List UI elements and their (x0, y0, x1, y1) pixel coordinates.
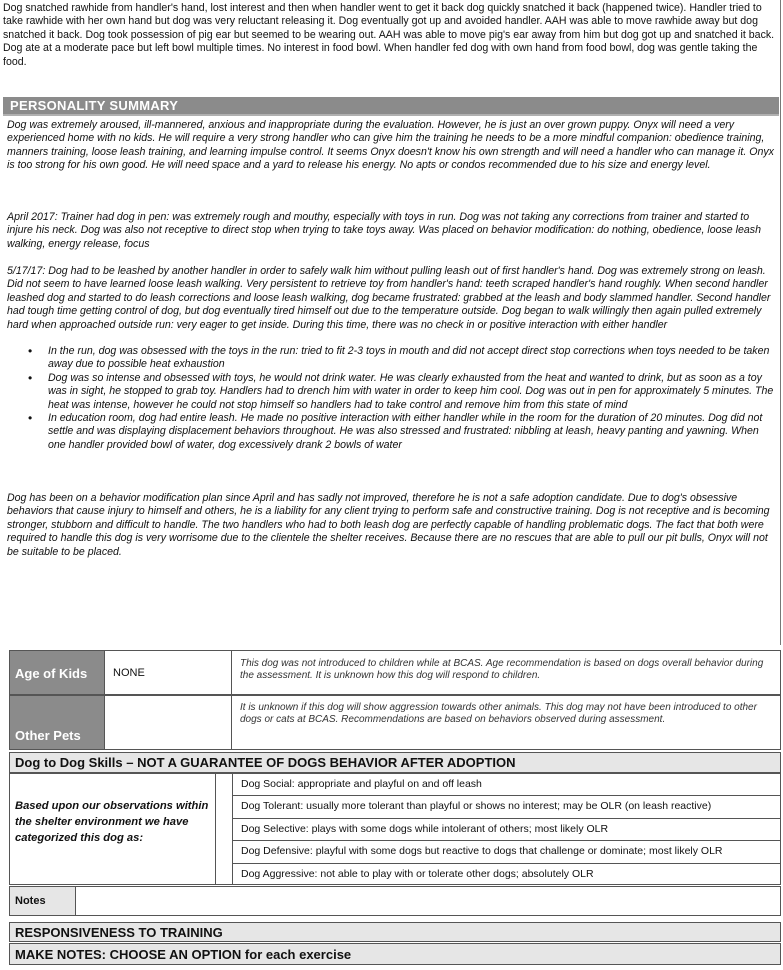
age-of-kids-label-cell (10, 651, 105, 694)
other-pets-value-cell (105, 696, 232, 749)
bullet-item: • In the run, dog was obsessed with the toys in the run: tried to fit 2-3 toys in mouth and did not accept direct stop corrections when toys needed to be taken away due to possible heat exhaustion (48, 345, 776, 372)
age-of-kids-value: NONE (113, 667, 145, 679)
skill-option-social[interactable]: Dog Social: appropriate and playful on and off leash (233, 774, 780, 796)
age-of-kids-row (9, 650, 781, 695)
summary-paragraph-3: 5/17/17: Dog had to be leashed by another handler in order to safely walk him without pulling leash out of first handler's hand. Dog was extremely strong on leash. Did not seem to have learned loose leash walking. Very persistent to retrieve toy from handler's hand: teeth scraped handler's hand roughly. When second handler leashed dog and started to do leash corrections and loose leash walking, dog became frustrated: grabbed at the leash and body slammed handler. Second handler had tough time getting control of dog, but dog eventually tired himself out due to the temperature outside. Dog began to walk willingly then again pulled extremely hard when approached outside run: very eager to get inside. During this time, there was no check in or positive interaction with either handler (7, 265, 771, 331)
age-of-kids-label: Age of Kids (15, 666, 88, 681)
notes-row (9, 886, 781, 916)
personality-summary-header (3, 97, 779, 116)
responsiveness-header: RESPONSIVENESS TO TRAINING (9, 922, 781, 942)
notes-label: Notes (10, 887, 76, 915)
summary-paragraph-4: Dog has been on a behavior modification plan since April and has sadly not improved, therefore he is not a safe adoption candidate. Due to dog's obsessive behaviors that cause injury to himself and others, he is a liability for any client trying to perform safe and constructive training. Dog is not receptive and is becoming stronger, stubborn and difficult to handle. The two handlers who had to both leash dog are perfectly capable of handling problematic dogs. The fact that both were required to handle this dog is very worrisome due to the clientele the shelter receives. Because there are no rescues that are able to pull our pit bulls, Onyx will not be suitable to be placed. (7, 492, 770, 558)
other-pets-label-cell (10, 696, 105, 749)
observation-bullets (48, 345, 776, 452)
make-notes-header: MAKE NOTES: CHOOSE AN OPTION for each exercise (9, 943, 781, 965)
summary-paragraph-2: April 2017: Trainer had dog in pen: was extremely rough and mouthy, especially with toys in run. Dog was not taking any corrections from trainer and started to injure his neck. Dog was also not receptive to direct stop when trying to take toys away. Was placed on behavior modification: do nothing, obedience, loose leash walking, energy release, focus (7, 211, 761, 250)
bullet-item: • In education room, dog had entire leash. He made no positive interaction with either handler while in the room for the duration of 20 minutes. Dog did not settle and was displaying displacement behaviors throughout. He was also stressed and frustrated: nibbling at leash, heavy panting and yawning. When one handler provided bowl of water, dog excessively drank 2 bowls of water (48, 412, 776, 452)
notes-field[interactable] (76, 887, 780, 915)
other-pets-label: Other Pets (15, 728, 81, 743)
bullet-item: • Dog was so intense and obsessed with toys, he would not drink water. He was clearly exhausted from the heat and wanted to drink, but as soon as a toy was in sight, he stopped to grab toy. Handlers had to drench him with water in order to keep him cool. Dog was out in pen for approximately 5 minutes. The heat was intense, however he could not stop himself so handlers had to take control and remove him from this state of mind (48, 372, 776, 412)
skills-categorization-text: Based upon our observations within the shelter environment we have categorized this dog as: (15, 800, 209, 844)
skill-option-tolerant[interactable]: Dog Tolerant: usually more tolerant than playful or shows no interest; may be OLR (on leash reactive) (233, 796, 780, 818)
skill-option-selective[interactable]: Dog Selective: plays with some dogs while intolerant of others; most likely OLR (233, 819, 780, 841)
dog-to-dog-skills-table (9, 773, 781, 885)
dog-to-dog-header: Dog to Dog Skills – NOT A GUARANTEE OF DOGS BEHAVIOR AFTER ADOPTION (9, 752, 781, 773)
skills-checkbox-column[interactable] (216, 774, 233, 884)
age-of-kids-note: This dog was not introduced to children while at BCAS. Age recommendation is based on dogs overall behavior during the assessment. It is unknown how this dog will respond to children. (240, 658, 764, 682)
skills-left-cell (10, 774, 216, 884)
other-pets-note: It is unknown if this dog will show aggression towards other animals. This dog may not have been introduced to other dogs or cats at BCAS. Recommendations are based on behaviors observed during assessment. (240, 702, 757, 726)
personality-summary-title: PERSONALITY SUMMARY (10, 98, 179, 113)
age-of-kids-value-cell (105, 651, 232, 694)
skill-option-aggressive[interactable]: Dog Aggressive: not able to play with or tolerate other dogs; absolutely OLR (241, 867, 594, 880)
other-pets-row (9, 695, 781, 750)
skill-option-defensive[interactable]: Dog Defensive: playful with some dogs but reactive to dogs that challenge or dominate; most likely OLR (233, 841, 780, 863)
intro-paragraph: Dog snatched rawhide from handler's hand, lost interest and then when handler went to get it back dog quickly snatched it back (happened twice). Handler tried to take rawhide with her own hand but dog was very reluctant releasing it. Dog eventually got up and avoided handler. AAH was able to move rawhide away but dog snatched it back. Dog took possession of pig ear but seemed to be wearing out. AAH was able to move pig's ear away from him but dog got up and snatched it back. Dog ate at a moderate pace but left bowl multiple times. No interest in food bowl. When handler fed dog with own hand from food bowl, dog was gentle taking the food. (3, 2, 775, 68)
summary-paragraph-1: Dog was extremely aroused, ill-mannered, anxious and inappropriate during the evaluation. However, he is just an over grown puppy. Onyx will need a very experienced home with no kids. He will require a very strong handler who can give him the training he needs to be a more mindful companion: obedience training, manners training, loose leash training, and learning impulse control. It seems Onyx doesn't know his own strength and will need a handler who can manage it. Onyx is too strong for his own good. He will need space and a yard to release his energy. No apts or condos recommended due to his size and energy level. (7, 119, 774, 172)
